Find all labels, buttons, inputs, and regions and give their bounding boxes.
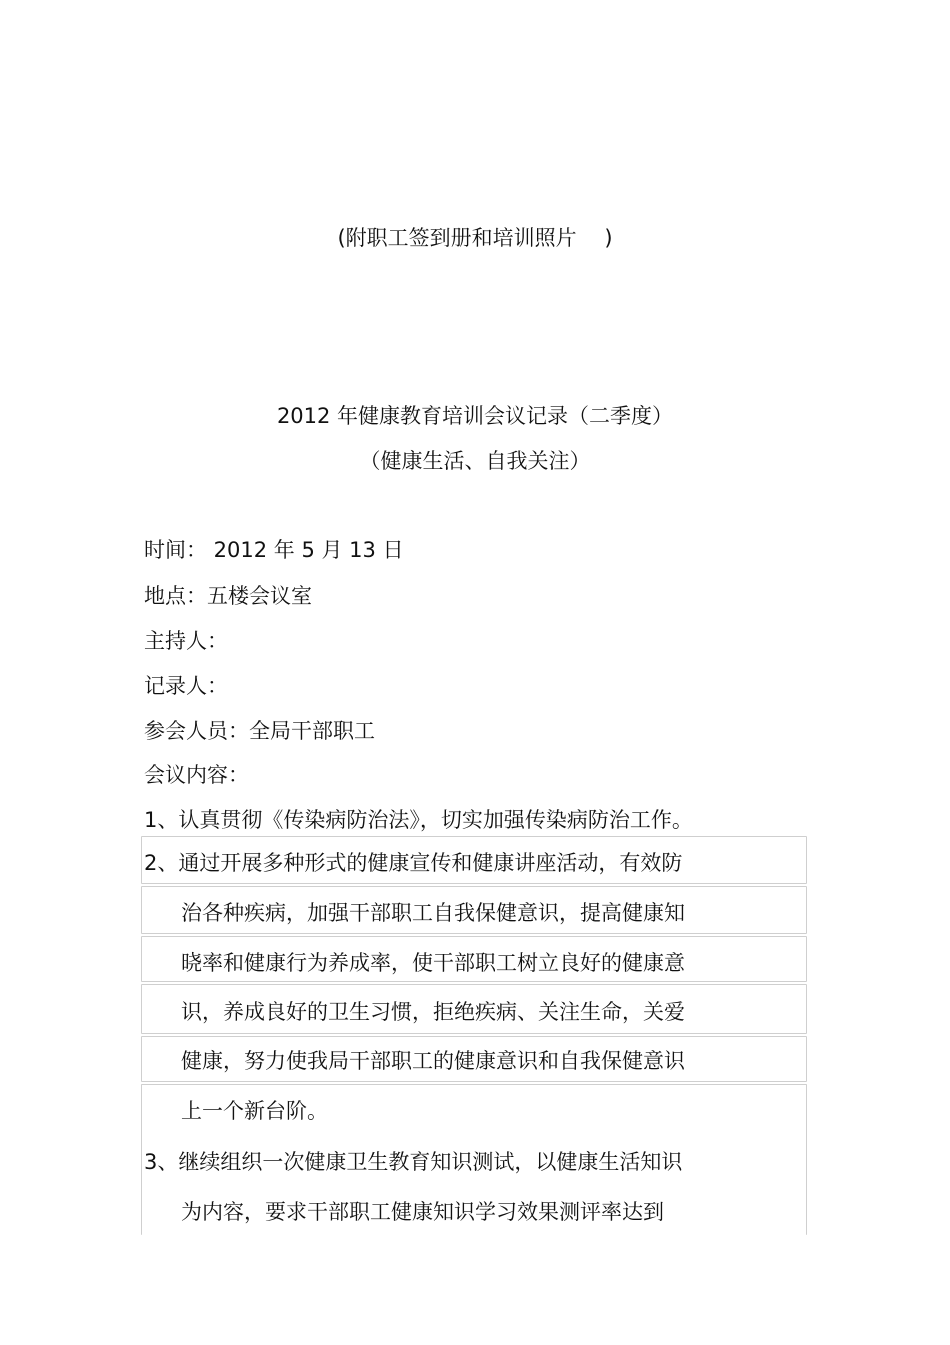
content-item-2-line-3: 晓率和健康行为养成率，使干部职工树立良好的健康意 — [181, 951, 685, 975]
content-item-3-line-2: 为内容，要求干部职工健康知识学习效果测评率达到 — [181, 1200, 664, 1224]
content-item-2-line-5: 健康，努力使我局干部职工的健康意识和自我保健意识 — [181, 1049, 685, 1073]
meeting-host: 主持人： — [144, 629, 228, 653]
meeting-content-label: 会议内容： — [144, 763, 249, 787]
meeting-time: 时间： 2012 年 5 月 13 日 — [144, 538, 404, 562]
content-item-2-line-6: 上一个新台阶。 — [181, 1099, 328, 1123]
meeting-recorder: 记录人： — [144, 674, 228, 698]
attachment-note: (附职工签到册和培训照片 ) — [337, 226, 613, 250]
content-item-3-line-1: 3、继续组织一次健康卫生教育知识测试，以健康生活知识 — [144, 1150, 683, 1174]
meeting-location: 地点：五楼会议室 — [144, 584, 312, 608]
document-title: 2012 年健康教育培训会议记录（二季度） — [276, 404, 674, 428]
content-item-2-line-4: 识，养成良好的卫生习惯，拒绝疾病、关注生命，关爱 — [181, 1000, 685, 1024]
content-item-1: 1、认真贯彻《传染病防治法》，切实加强传染病防治工作。 — [144, 808, 693, 832]
content-item-2-line-2: 治各种疾病，加强干部职工自我保健意识，提高健康知 — [181, 901, 685, 925]
content-item-2-line-1: 2、通过开展多种形式的健康宣传和健康讲座活动，有效防 — [144, 851, 683, 875]
document-subtitle: （健康生活、自我关注） — [359, 449, 591, 473]
meeting-attendees: 参会人员：全局干部职工 — [144, 719, 375, 743]
